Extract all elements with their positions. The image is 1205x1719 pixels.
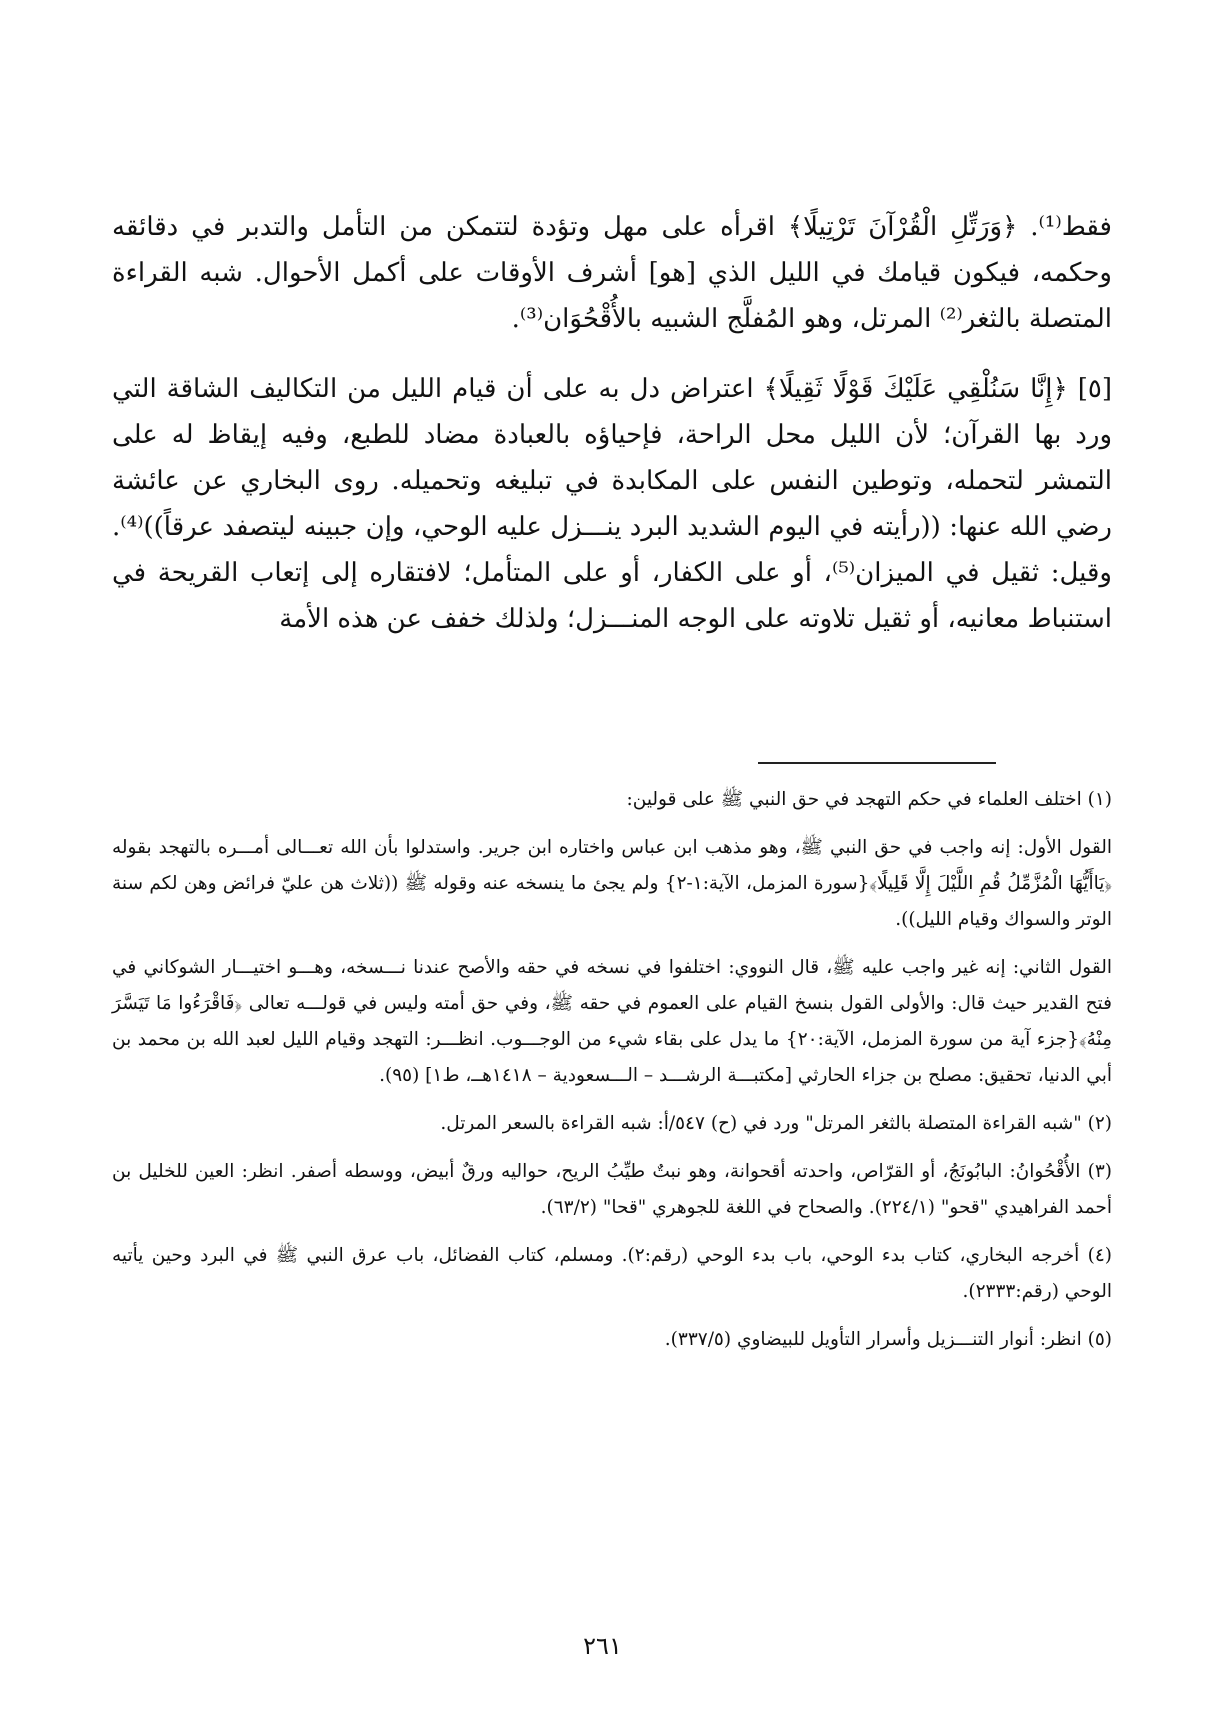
footnote: (٢) "شبه القراءة المتصلة بالثغر المرتل" ورد في (ح) ٥٤٧/أ: شبه القراءة بالسعر المرتل. [440,1113,1112,1134]
footnote: القول الثاني: إنه غير واجب عليه ﷺ، قال النووي: اختلفوا في نسخه في حقه والأصح عندنا نـــسخه، وهـــو اختيـــار الشوكاني في فتح القدير حيث قال: والأولى القول بنسخ القيام على العموم في حقه ﷺ، وفي حق أمته وليس في قولـــه تعالى ﴿فَاقْرَءُوا مَا تَيَسَّرَ مِنْهُ﴾{جزء آية من سورة المزمل، الآية:٢٠} ما يدل على بقاء شيء من الوجـــوب. انظـــر: التهجد وقيام الليل لعبد الله بن محمد بن أبي الدنيا، تحقيق: مصلح بن جزاء الحارثي [مكتبـــة الرشـــد – الـــسعودية – ١٤١٨هــ، ط١] (٩٥). [112,957,1113,1086]
footnotes [112,782,1112,1370]
footnote: (١) اختلف العلماء في حكم التهجد في حق النبي ﷺ على قولين: [626,789,1112,810]
footnote-separator [758,762,996,764]
footnote: (٤) أخرجه البخاري، كتاب بدء الوحي، باب بدء الوحي (رقم:٢). ومسلم، كتاب الفضائل، باب عرق النبي ﷺ في البرد وحين يأتيه الوحي (رقم:٢٣٣٣). [112,1245,1112,1302]
footnote: (٥) انظر: أنوار التنـــزيل وأسرار التأويل للبيضاوي (٣٣٧/٥). [664,1329,1112,1350]
footnote: القول الأول: إنه واجب في حق النبي ﷺ، وهو مذهب ابن عباس واختاره ابن جرير. واستدلوا بأن الله تعـــالى أمـــره بالتهجد بقوله ﴿يَاأَيُّهَا الْمُزَّمِّلُ قُمِ اللَّيْلَ إِلَّا قَلِيلًا﴾{سورة المزمل، الآية:١-٢} ولم يجئ ما ينسخه عنه وقوله ﷺ ((ثلاث هن عليّ فرائض وهن لكم سنة الوتر والسواك وقيام الليل)). [112,837,1112,930]
page-number: ٢٦١ [583,1632,622,1660]
main-paragraph: [٥] ﴿إِنَّا سَنُلْقِي عَلَيْكَ قَوْلًا ثَقِيلًا﴾ اعتراض دل به على أن قيام الليل من التكاليف الشاقة التي ورد بها القرآن؛ لأن الليل محل الراحة، فإحياؤه بالعبادة مضاد للطبع، وفيه إيقاظ له على التمشر لتحمله، وتوطين النفس على المكابدة في تبليغه وتحميله. روى البخاري عن عائشة رضي الله عنها: ((رأيته في اليوم الشديد البرد ينـــزل عليه الوحي، وإن جبينه ليتصفد عرقاً))⁽⁴⁾. وقيل: ثقيل في الميزان⁽⁵⁾، أو على الكفار، أو على المتأمل؛ لافتقاره إلى إتعاب القريحة في استنباط معانيه، أو ثقيل تلاوته على الوجه المنـــزل؛ ولذلك خفف عن هذه الأمة [112,374,1112,634]
footnote: (٣) الأُقْحُوانُ: البابُونَجُ، أو القرّاص، واحدته أقحوانة، وهو نبتٌ طيِّبُ الريح، حواليه ورقٌ أبيض، ووسطه أصفر. انظر: العين للخليل بن أحمد الفراهيدي "قحو" (٢٢٤/١). والصحاح في اللغة للجوهري "قحا" (٦٣/٢). [112,1161,1112,1218]
main-text [112,204,1112,642]
main-paragraph: فقط⁽¹⁾. ﴿وَرَتِّلِ الْقُرْآنَ تَرْتِيلًا﴾ اقرأه على مهل وتؤدة لتتمكن من التأمل والتدبر في دقائقه وحكمه، فيكون قيامك في الليل الذي [هو] أشرف الأوقات على أكمل الأحوال. شبه القراءة المتصلة بالثغر⁽²⁾ المرتل، وهو المُفلَّج الشبيه بالأُقْحُوَان⁽³⁾. [112,212,1112,334]
